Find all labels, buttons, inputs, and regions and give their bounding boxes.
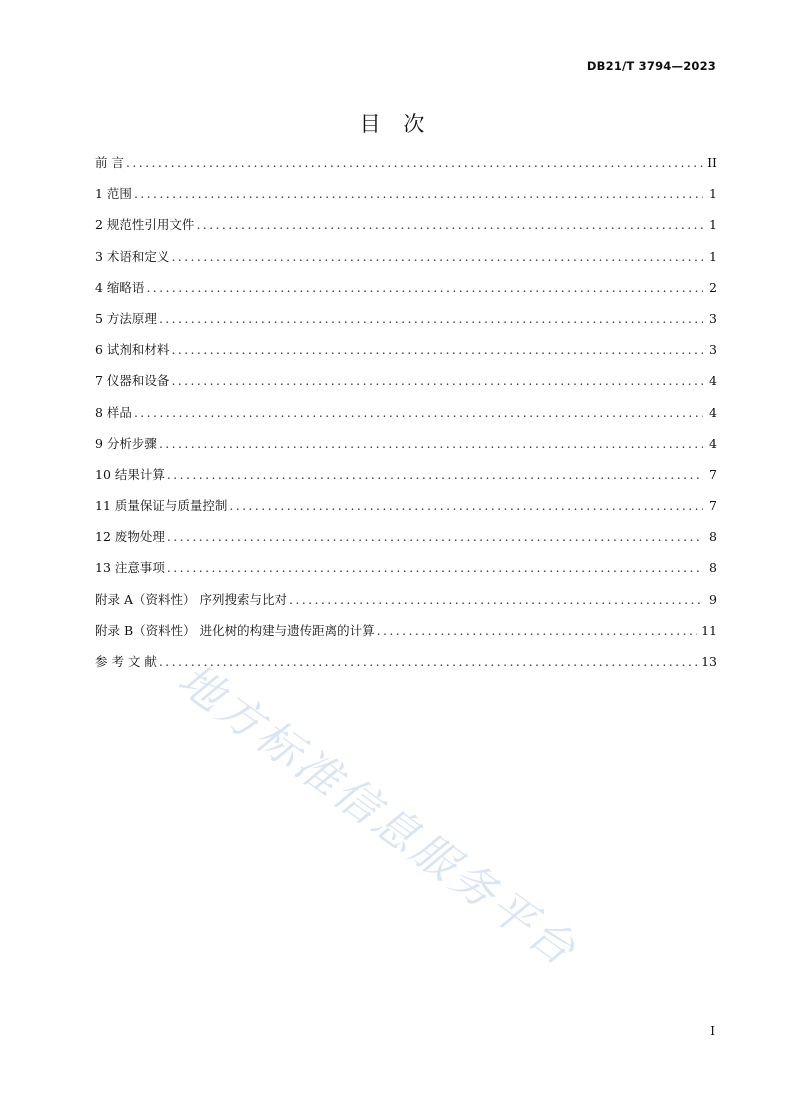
toc-label: 1 范围 [95, 186, 132, 202]
toc-entry-2[interactable] [95, 215, 717, 246]
toc-entry-8[interactable] [95, 403, 717, 434]
document-code: DB21/T 3794—2023 [586, 59, 716, 73]
toc-entry-12[interactable] [95, 527, 717, 558]
toc-entry-13[interactable] [95, 558, 717, 589]
toc-entry-11[interactable] [95, 496, 717, 527]
toc-page: 4 [709, 404, 717, 420]
toc-entry-10[interactable] [95, 465, 717, 496]
toc-leader [171, 249, 703, 264]
toc-label: 附录 A（资料性） 序列搜索与比对 [95, 591, 287, 607]
toc-leader [134, 405, 703, 420]
toc-page: 4 [709, 435, 717, 451]
toc-page: 7 [709, 466, 717, 482]
toc-label: 13 注意事项 [95, 560, 165, 576]
toc-page: 9 [709, 591, 717, 607]
toc-label: 11 质量保证与质量控制 [95, 498, 228, 514]
toc-page: II [707, 155, 717, 170]
toc-label: 6 试剂和材料 [95, 342, 170, 358]
toc-leader [126, 155, 703, 170]
page-title: 目 次 [359, 112, 433, 136]
toc-page: 4 [709, 373, 717, 389]
toc-leader [134, 186, 703, 201]
toc-label: 参 考 文 献 [95, 654, 157, 669]
toc-leader [171, 373, 703, 388]
footer-page-number: I [710, 1024, 715, 1038]
toc-page: 1 [709, 186, 717, 202]
toc-leader [377, 623, 697, 638]
toc-leader [146, 280, 703, 295]
watermark: 地方标准信息服务平台 [168, 653, 587, 978]
toc-leader [196, 217, 703, 232]
toc-entry-1[interactable] [95, 184, 717, 215]
toc-entry-4[interactable] [95, 278, 717, 309]
toc-label: 3 术语和定义 [95, 248, 170, 264]
toc-label: 2 规范性引用文件 [95, 217, 195, 233]
toc-entry-9[interactable] [95, 434, 717, 465]
toc-page: 2 [709, 279, 717, 295]
toc-label: 7 仪器和设备 [95, 373, 170, 389]
toc-label: 10 结果计算 [95, 466, 165, 482]
toc-page: 1 [709, 217, 717, 233]
toc-entry-5[interactable] [95, 309, 717, 340]
toc-page: 8 [709, 560, 717, 576]
toc-page: 7 [709, 498, 717, 514]
toc-entry-6[interactable] [95, 340, 717, 371]
toc-label: 12 废物处理 [95, 529, 165, 545]
toc-label: 8 样品 [95, 404, 132, 420]
toc-leader [171, 342, 703, 357]
toc-label: 4 缩略语 [95, 279, 145, 295]
toc-leader [289, 592, 703, 607]
toc-label: 附录 B（资料性） 进化树的构建与遗传距离的计算 [95, 622, 375, 638]
toc-entry-appendix-b[interactable] [95, 621, 717, 652]
toc-page: 3 [709, 310, 717, 326]
toc-leader [167, 560, 703, 575]
toc-page: 8 [709, 529, 717, 545]
toc-leader [159, 436, 703, 451]
toc-page: 13 [701, 654, 717, 669]
toc-leader [159, 654, 697, 669]
toc-label: 5 方法原理 [95, 310, 157, 326]
toc-page: 1 [709, 248, 717, 264]
toc-leader [167, 467, 703, 482]
toc-page: 3 [709, 342, 717, 358]
toc-label: 前 言 [95, 155, 124, 170]
toc-label: 9 分析步骤 [95, 435, 157, 451]
toc-entry-foreword[interactable] [95, 153, 717, 184]
toc-entry-3[interactable] [95, 247, 717, 278]
toc-leader [159, 311, 703, 326]
toc-leader [229, 498, 703, 513]
table-of-contents [95, 153, 717, 683]
toc-page: 11 [701, 622, 717, 638]
toc-leader [167, 529, 703, 544]
toc-entry-appendix-a[interactable] [95, 590, 717, 621]
toc-entry-7[interactable] [95, 371, 717, 402]
